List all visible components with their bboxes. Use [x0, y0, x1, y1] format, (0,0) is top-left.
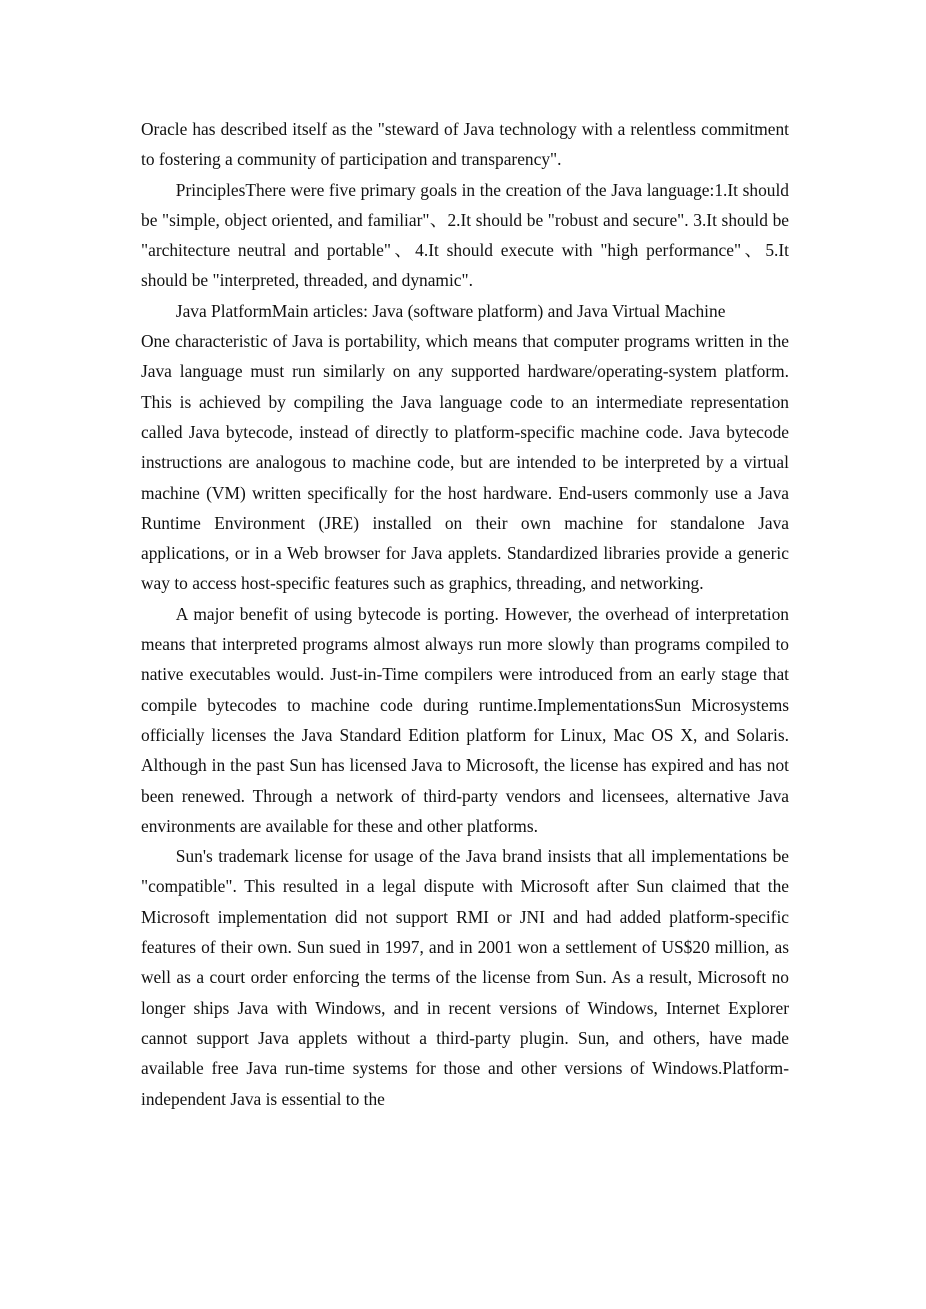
paragraph-oracle-steward: Oracle has described itself as the "steward of Java technology with a relentless commitment to fostering a community of participation and transparency". — [141, 119, 789, 170]
paragraph-trademark-license: Sun's trademark license for usage of the Java brand insists that all implementations be "compatible". This resulted in a legal dispute with Microsoft after Sun claimed that the Microsoft implementation did not support RMI or JNI and had added platform-specific features of their own. Sun sued in 1997, and in 2001 won a settlement of US$20 million, as well as a court order enforcing the terms of the license from Sun. As a result, Microsoft no longer ships Java with Windows, and in recent versions of Windows, Internet Explorer cannot support Java applets without a third-party plugin. Sun, and others, have made available free Java run-time systems for those and other versions of Windows.Platform-independent Java is essential to the — [141, 846, 789, 1109]
document-page — [141, 114, 789, 1114]
paragraph-portability: One characteristic of Java is portability, which means that computer programs written in the Java language must run similarly on any supported hardware/operating-system platform. This is achieved by compiling the Java language code to an intermediate representation called Java bytecode, instead of directly to platform-specific machine code. Java bytecode instructions are analogous to machine code, but are intended to be interpreted by a virtual machine (VM) written specifically for the host hardware. End-users commonly use a Java Runtime Environment (JRE) installed on their own machine for standalone Java applications, or in a Web browser for Java applets. Standardized libraries provide a generic way to access host-specific features such as graphics, threading, and networking. — [141, 331, 789, 594]
paragraph-principles: PrinciplesThere were five primary goals in the creation of the Java language:1.It should be "simple, object oriented, and familiar"、2.It should be "robust and secure". 3.It should be "architecture neutral and portable"、4.It should execute with "high performance"、5.It should be "interpreted, threaded, and dynamic". — [141, 179, 789, 291]
paragraph-java-platform-heading: Java PlatformMain articles: Java (software platform) and Java Virtual Machine — [175, 300, 726, 321]
paragraph-bytecode-benefit: A major benefit of using bytecode is porting. However, the overhead of interpretation means that interpreted programs almost always run more slowly than programs compiled to native executables would. Just-in-Time compilers were introduced from an early stage that compile bytecodes to machine code during runtime.ImplementationsSun Microsystems officially licenses the Java Standard Edition platform for Linux, Mac OS X, and Solaris. Although in the past Sun has licensed Java to Microsoft, the license has expired and has not been renewed. Through a network of third-party vendors and licensees, alternative Java environments are available for these and other platforms. — [141, 603, 789, 836]
